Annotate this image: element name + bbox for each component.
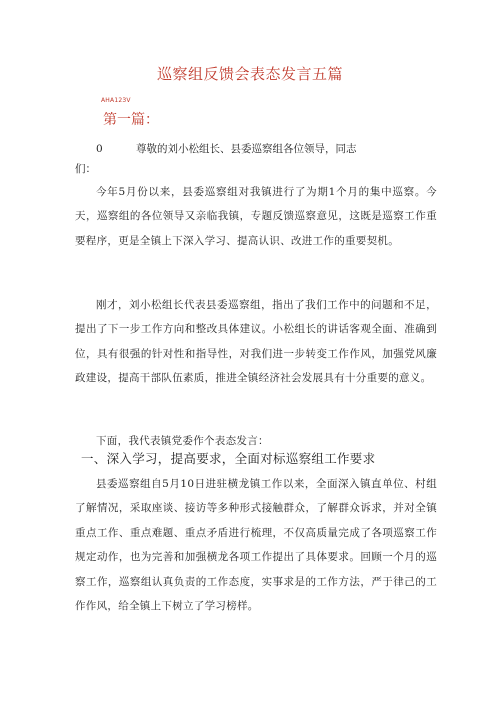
paragraph-4: 县委巡察组自5月10日进驻横龙镇工作以来，全面深入镇直单位、村组了解情况，采取座谈、接访等多种形式接触群众，了解群众诉求，并对全镇重点工作、重点难题、重点矛盾进行梳理，不仅高质量完成了各项巡察工作规定动作，也为完善和加强横龙各项工作提出了具体要求。回顾一个月的巡察工作，巡察组认真负责的工作态度，实事求是的工作方法，严于律己的工作作风，给全镇上下树立了学习榜样。 bbox=[75, 478, 437, 613]
document-title: 巡察组反馈会表态发言五篇 bbox=[156, 65, 343, 83]
subheading-1: 一、深入学习，提高要求，全面对标巡察组工作要求 bbox=[81, 451, 376, 466]
salutation-number: 0 bbox=[96, 143, 103, 155]
paragraph-1: 今年5月份以来，县委巡察组对我镇进行了为期1个月的集中巡察。今天，巡察组的各位领导又亲临我镇，专题反馈巡察意见，这既是巡察工作重要程序，更是全镇上下深入学习、提高认识、改进工作的重要契机。 bbox=[75, 186, 437, 247]
salutation-end: 们： bbox=[75, 163, 96, 175]
stamp-mark: AHA123V bbox=[101, 97, 131, 104]
salutation-text: 尊敬的刘小松组长、县委巡察组各位领导，同志 bbox=[136, 143, 357, 155]
paragraph-3: 下面，我代表镇党委作个表态发言： bbox=[96, 435, 269, 447]
section-heading: 第一篇： bbox=[103, 112, 159, 128]
paragraph-2: 刚才，刘小松组长代表县委巡察组，指出了我们工作中的问题和不足，提出了下一步工作方向和整改具体建议。小松组长的讲话客观全面、准确到位，具有很强的针对性和指导性，对我们进一步转变工作作风，加强党风廉政建设，提高干部队伍素质，推进全镇经济社会发展具有十分重要的意义。 bbox=[75, 299, 437, 385]
salutation-line bbox=[96, 140, 357, 158]
